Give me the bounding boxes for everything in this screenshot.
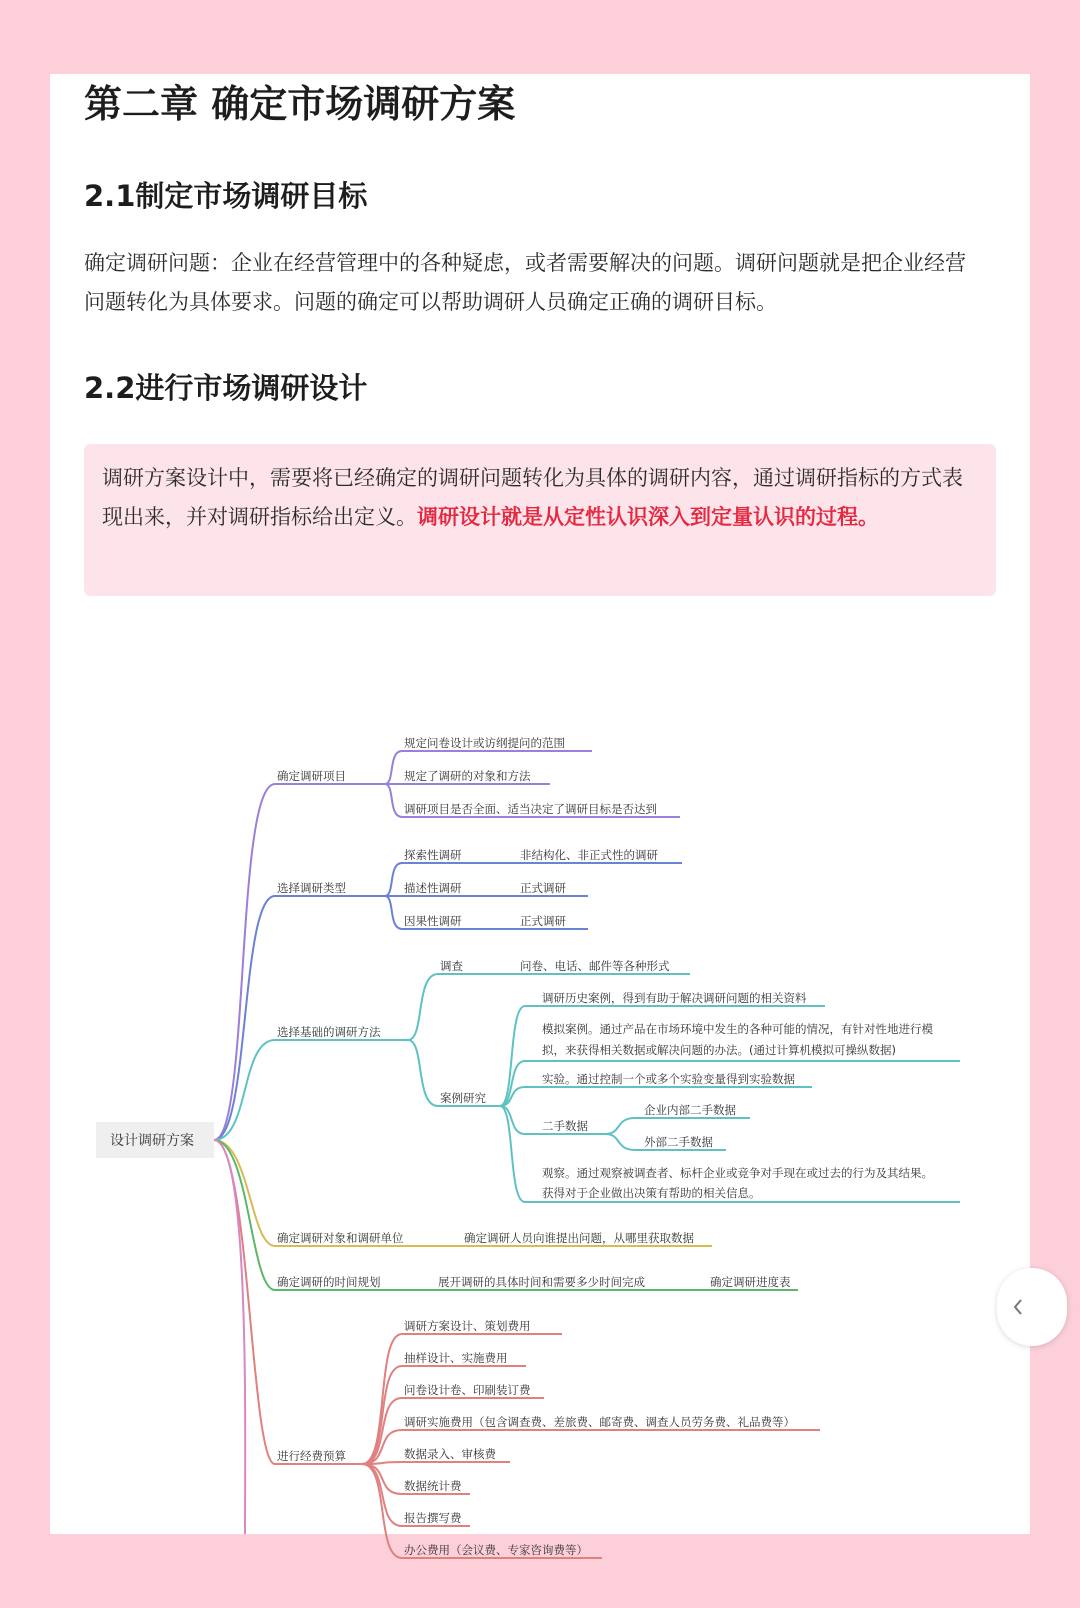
- mindmap-leaf: 非结构化、非正式性的调研: [520, 848, 658, 862]
- mindmap-leaf: 展开调研的具体时间和需要多少时间完成: [438, 1275, 645, 1289]
- mindmap-leaf: 调查: [440, 959, 463, 973]
- branch-line: [214, 784, 275, 1140]
- mindmap-leaf: 调研方案设计、策划费用: [404, 1319, 531, 1333]
- branch-line: [605, 1118, 635, 1134]
- mindmap-node-case: 案例研究: [440, 1091, 486, 1105]
- callout-emphasis: 调研设计就是从定性认识深入到定量认识的过程。: [417, 505, 879, 529]
- mindmap-leaf: 正式调研: [520, 914, 566, 928]
- branch-line: [500, 1006, 525, 1106]
- callout-paragraph: [102, 459, 978, 537]
- mindmap-leaf: 问卷、电话、邮件等各种形式: [520, 959, 670, 973]
- callout-box: [84, 444, 996, 596]
- branch-line: [605, 1134, 635, 1150]
- mindmap-leaf: 问卷设计卷、印刷装订费: [404, 1383, 531, 1397]
- mindmap-node-n6: 进行经费预算: [277, 1449, 346, 1463]
- callout-text: 调研方案设计中，需要将已经确定的调研问题转化为具体的调研内容，通过调研指标的方式表现出来，并对调研指标给出定义。: [102, 466, 963, 529]
- mindmap-leaf: 外部二手数据: [644, 1135, 713, 1149]
- mindmap-leaf: 确定调研人员向谁提出问题，从哪里获取数据: [464, 1231, 694, 1245]
- mindmap-leaf: 描述性调研: [404, 881, 462, 895]
- branch-line: [385, 863, 402, 896]
- chevron-left-icon: [1011, 1298, 1025, 1316]
- mindmap-node-n1: 确定调研项目: [277, 769, 346, 783]
- mindmap-node-n3: 选择基础的调研方法: [277, 1025, 381, 1039]
- branch-line: [214, 1140, 245, 1534]
- section-title: 2.2进行市场调研设计: [84, 371, 368, 405]
- branch-line: [385, 784, 402, 817]
- mindmap-leaf: 抽样设计、实施费用: [404, 1351, 508, 1365]
- mindmap-leaf: 调研项目是否全面、适当决定了调研目标是否达到: [404, 802, 657, 816]
- mindmap-leaf: 数据统计费: [404, 1479, 462, 1493]
- mindmap-leaf: 正式调研: [520, 881, 566, 895]
- branch-line: [385, 896, 402, 929]
- mindmap-node-secondary: 二手数据: [542, 1119, 588, 1133]
- mindmap-leaf: 办公费用（会议费、专家咨询费等）: [404, 1543, 588, 1557]
- mindmap-leaf: 获得对于企业做出决策有帮助的相关信息。: [542, 1186, 761, 1200]
- side-scroll-tab[interactable]: [997, 1268, 1067, 1346]
- mindmap-leaf: 规定了调研的对象和方法: [404, 769, 531, 783]
- branch-line: [408, 974, 438, 1040]
- branch-line: [385, 751, 402, 784]
- branch-line: [408, 1040, 438, 1106]
- mindmap-root: 设计调研方案: [110, 1133, 194, 1149]
- branch-line: [500, 1061, 525, 1106]
- mindmap-leaf: 因果性调研: [404, 914, 462, 928]
- mindmap-leaf: 确定调研进度表: [710, 1275, 791, 1289]
- mindmap-node-n4: 确定调研对象和调研单位: [277, 1231, 404, 1245]
- section-title: 2.1制定市场调研目标: [84, 179, 368, 213]
- mindmap-leaf: 报告撰写费: [404, 1511, 462, 1525]
- mindmap-leaf: 调研历史案例，得到有助于解决调研问题的相关资料: [542, 991, 807, 1005]
- article-card: [50, 74, 1030, 1557]
- mindmap-leaf: 模拟案例。通过产品在市场环境中发生的各种可能的情况，有针对性地进行模: [542, 1022, 933, 1036]
- mindmap-node-n5: 确定调研的时间规划: [277, 1275, 381, 1289]
- mindmap-leaf: 观察。通过观察被调查者、标杆企业或竞争对手现在或过去的行为及其结果。: [542, 1166, 933, 1180]
- mindmap-leaf: 调研实施费用（包含调查费、差旅费、邮寄费、调查人员劳务费、礼品费等）: [404, 1415, 795, 1429]
- mindmap-leaf: 探索性调研: [404, 848, 462, 862]
- section-paragraph: 确定调研问题：企业在经营管理中的各种疑虑，或者需要解决的问题。调研问题就是把企业经营问题转化为具体要求。问题的确定可以帮助调研人员确定正确的调研目标。: [84, 251, 966, 314]
- mindmap-leaf: 规定问卷设计或访纲提问的范围: [404, 736, 565, 750]
- chapter-title: 第二章 确定市场调研方案: [84, 82, 516, 126]
- mindmap-leaf: 拟，来获得相关数据或解决问题的办法。(通过计算机模拟可操纵数据): [542, 1043, 896, 1057]
- mindmap-leaf: 企业内部二手数据: [644, 1103, 736, 1117]
- mindmap-leaf: 实验。通过控制一个或多个实验变量得到实验数据: [542, 1072, 795, 1086]
- mindmap-node-n2: 选择调研类型: [277, 881, 346, 895]
- branch-line: [214, 1040, 275, 1140]
- mindmap-leaf: 数据录入、审核费: [404, 1447, 496, 1461]
- branch-line: [362, 1464, 402, 1526]
- mind-map: [50, 634, 1030, 1557]
